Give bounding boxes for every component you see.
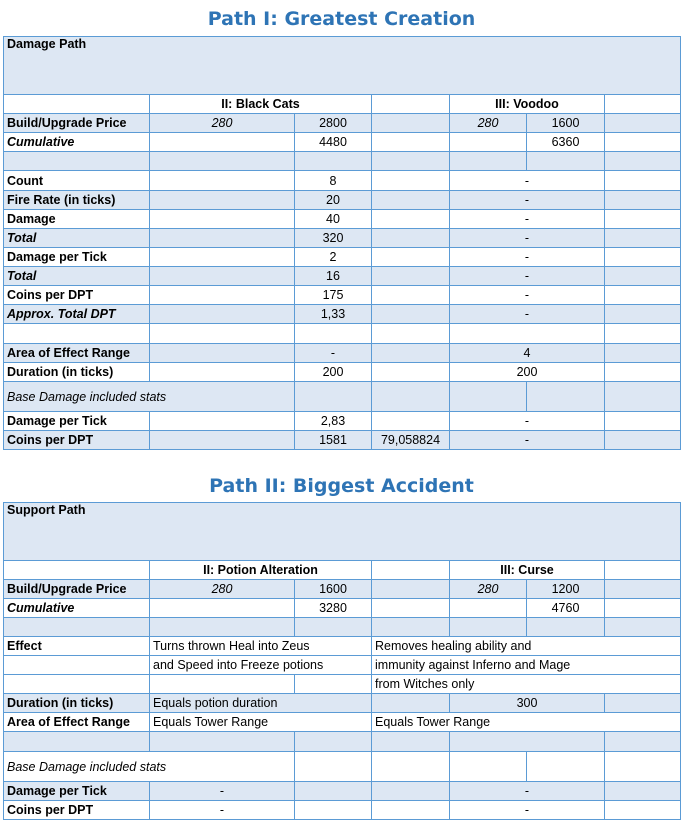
row-label: Duration (in ticks): [4, 694, 150, 713]
cell: immunity against Inferno and Mage: [372, 656, 681, 675]
cell: -: [450, 782, 605, 801]
spacer-row: [4, 618, 681, 637]
cell: 1,33: [295, 305, 372, 324]
row-label: Cumulative: [4, 133, 150, 152]
table-row: [4, 580, 681, 599]
table-row: [4, 363, 681, 382]
path1-category-row: [4, 37, 681, 95]
path1-tier-header-row: [4, 95, 681, 114]
spacer-row: [4, 732, 681, 752]
cell: -: [450, 171, 605, 191]
row-label: Area of Effect Range: [4, 713, 150, 732]
table-row: [4, 675, 681, 694]
base-damage-header: Base Damage included stats: [4, 382, 295, 412]
cell: 4760: [527, 599, 605, 618]
cell: -: [450, 267, 605, 286]
table-row: [4, 229, 681, 248]
cell: 4480: [295, 133, 372, 152]
path2-category: Support Path: [4, 503, 681, 561]
row-label: Total: [4, 267, 150, 286]
table-row: [4, 248, 681, 267]
cell: 1600: [527, 114, 605, 133]
path1-tier3-name: III: Voodoo: [450, 95, 605, 114]
cell: 2,83: [295, 412, 372, 431]
cell: 16: [295, 267, 372, 286]
cell: Equals Tower Range: [372, 713, 681, 732]
cell: -: [295, 344, 372, 363]
cell: -: [450, 191, 605, 210]
row-label: Build/Upgrade Price: [4, 580, 150, 599]
table-row: [4, 133, 681, 152]
path2-tier3-name: III: Curse: [450, 561, 605, 580]
cell: 175: [295, 286, 372, 305]
cell: 200: [295, 363, 372, 382]
cell: Turns thrown Heal into Zeus: [150, 637, 372, 656]
cell: 280: [450, 114, 527, 133]
cell: 4: [450, 344, 605, 363]
cell: 40: [295, 210, 372, 229]
cell: -: [450, 210, 605, 229]
cell: 79,058824: [372, 431, 450, 450]
cell: Removes healing ability and: [372, 637, 681, 656]
cell: 280: [450, 580, 527, 599]
table-row: [4, 637, 681, 656]
path2-category-row: [4, 503, 681, 561]
spacer-row: [4, 152, 681, 171]
cell: -: [450, 229, 605, 248]
cell: -: [450, 801, 605, 820]
row-label: Damage per Tick: [4, 248, 150, 267]
row-label: Cumulative: [4, 599, 150, 618]
row-label: Approx. Total DPT: [4, 305, 150, 324]
cell: -: [150, 801, 295, 820]
table-row: [4, 694, 681, 713]
cell: 8: [295, 171, 372, 191]
spacer-row: [4, 324, 681, 344]
cell: -: [450, 305, 605, 324]
cell: 3280: [295, 599, 372, 618]
cell: 1200: [527, 580, 605, 599]
cell: 6360: [527, 133, 605, 152]
cell: Equals potion duration: [150, 694, 372, 713]
table-row: [4, 344, 681, 363]
cell: 2: [295, 248, 372, 267]
table-row: [4, 171, 681, 191]
cell: and Speed into Freeze potions: [150, 656, 372, 675]
table-row: [4, 412, 681, 431]
table-row: [4, 782, 681, 801]
table-row: [4, 801, 681, 820]
row-label: Coins per DPT: [4, 801, 150, 820]
table-row: [4, 599, 681, 618]
path2-tier-header-row: [4, 561, 681, 580]
table-row: [4, 431, 681, 450]
cell: 1600: [295, 580, 372, 599]
table-row: [4, 191, 681, 210]
cell: 280: [150, 580, 295, 599]
base-damage-header-row: [4, 752, 681, 782]
row-label: Total: [4, 229, 150, 248]
row-label: Damage per Tick: [4, 412, 150, 431]
table-row: [4, 267, 681, 286]
cell: 300: [450, 694, 605, 713]
path1-table: [3, 36, 681, 450]
table-row: [4, 114, 681, 133]
row-label: Effect: [4, 637, 150, 656]
cell: 320: [295, 229, 372, 248]
row-label: Area of Effect Range: [4, 344, 150, 363]
row-label: Duration (in ticks): [4, 363, 150, 382]
row-label: Count: [4, 171, 150, 191]
cell: -: [450, 286, 605, 305]
table-row: [4, 210, 681, 229]
path2-tier2-name: II: Potion Alteration: [150, 561, 372, 580]
row-label: Damage per Tick: [4, 782, 150, 801]
row-label: Damage: [4, 210, 150, 229]
table-row: [4, 286, 681, 305]
cell: -: [450, 412, 605, 431]
cell: 200: [450, 363, 605, 382]
row-label: Build/Upgrade Price: [4, 114, 150, 133]
path1-title: Path I: Greatest Creation: [207, 8, 476, 30]
row-label: Fire Rate (in ticks): [4, 191, 150, 210]
cell: 2800: [295, 114, 372, 133]
cell: 20: [295, 191, 372, 210]
row-label: Coins per DPT: [4, 286, 150, 305]
base-damage-header: Base Damage included stats: [4, 752, 295, 782]
path1-category: Damage Path: [4, 37, 681, 95]
table-row: [4, 656, 681, 675]
cell: -: [450, 248, 605, 267]
path2-title: Path II: Biggest Accident: [209, 475, 474, 497]
cell: 280: [150, 114, 295, 133]
cell: 1581: [295, 431, 372, 450]
cell: from Witches only: [372, 675, 681, 694]
path1-tier2-name: II: Black Cats: [150, 95, 372, 114]
table-row: [4, 305, 681, 324]
cell: -: [150, 782, 295, 801]
cell: Equals Tower Range: [150, 713, 372, 732]
cell: -: [450, 431, 605, 450]
row-label: Coins per DPT: [4, 431, 150, 450]
base-damage-header-row: [4, 382, 681, 412]
table-row: [4, 713, 681, 732]
path2-table: [3, 502, 681, 820]
